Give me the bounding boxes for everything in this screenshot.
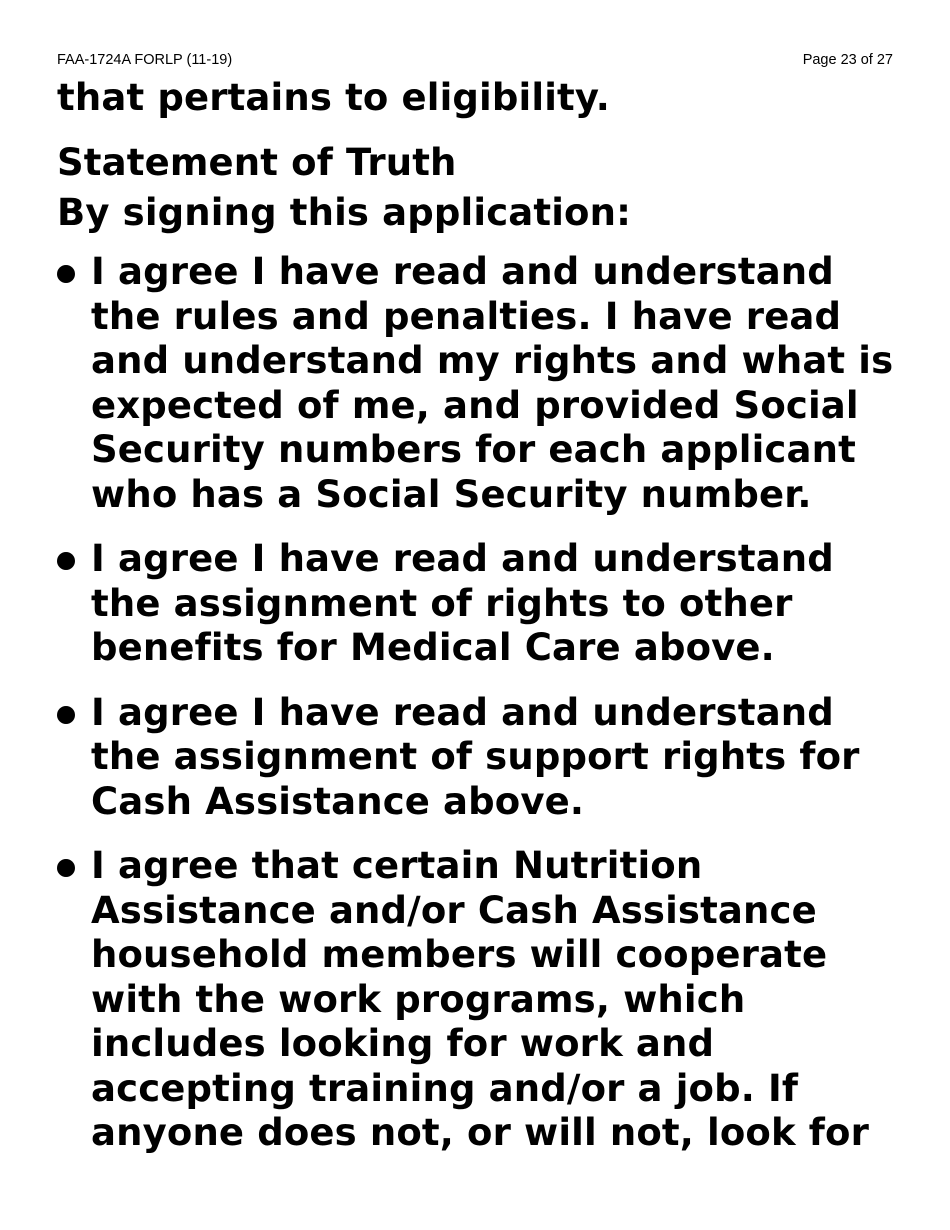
agreement-line: with the work programs, which (91, 977, 746, 1021)
agreement-line: and understand my rights and what is (91, 339, 894, 382)
section-heading (57, 138, 631, 238)
agreement-line: I agree that certain Nutrition (91, 844, 703, 887)
agreement-line: includes looking for work and (91, 1022, 715, 1065)
form-id: FAA-1724A FORLP (11-19) (57, 52, 233, 68)
agreement-line: Security numbers for each applicant (91, 428, 856, 471)
agreement-line: who has a Social Security number. (91, 472, 812, 516)
agreement-line: the assignment of rights to other (91, 581, 793, 625)
agreement-line: benefits for Medical Care above. (91, 626, 775, 669)
section-title: Statement of Truth (57, 141, 457, 184)
agreement-line: Assistance and/or Cash Assistance (91, 888, 817, 932)
page-number: Page 23 of 27 (802, 52, 893, 68)
continued-text: that pertains to eligibility. (57, 76, 610, 119)
agreement-line: household members will cooperate (91, 933, 828, 976)
agreement-line: I agree I have read and understand (91, 537, 834, 580)
bullet-dot-icon (57, 859, 75, 877)
bullet-dot-icon (57, 706, 75, 724)
bullet-dot-icon (57, 265, 75, 283)
agreement-line: I agree I have read and understand (91, 250, 834, 293)
agreement-line: the assignment of support rights for (91, 735, 860, 778)
agreement-item (57, 250, 917, 517)
agreement-line: the rules and penalties. I have read (91, 294, 842, 338)
page-header (57, 52, 893, 72)
agreement-item (57, 537, 917, 671)
agreement-line: anyone does not, or will not, look for (91, 1111, 869, 1154)
agreement-line: accepting training and/or a job. If (91, 1066, 799, 1110)
agreement-item (57, 844, 917, 1156)
agreement-item (57, 691, 917, 825)
agreement-line: expected of me, and provided Social (91, 383, 859, 427)
bullet-dot-icon (57, 552, 75, 570)
agreement-line: Cash Assistance above. (91, 779, 585, 823)
section-subtitle: By signing this application: (57, 191, 632, 234)
agreement-line: I agree I have read and understand (91, 690, 834, 734)
agreement-list (57, 250, 917, 1176)
